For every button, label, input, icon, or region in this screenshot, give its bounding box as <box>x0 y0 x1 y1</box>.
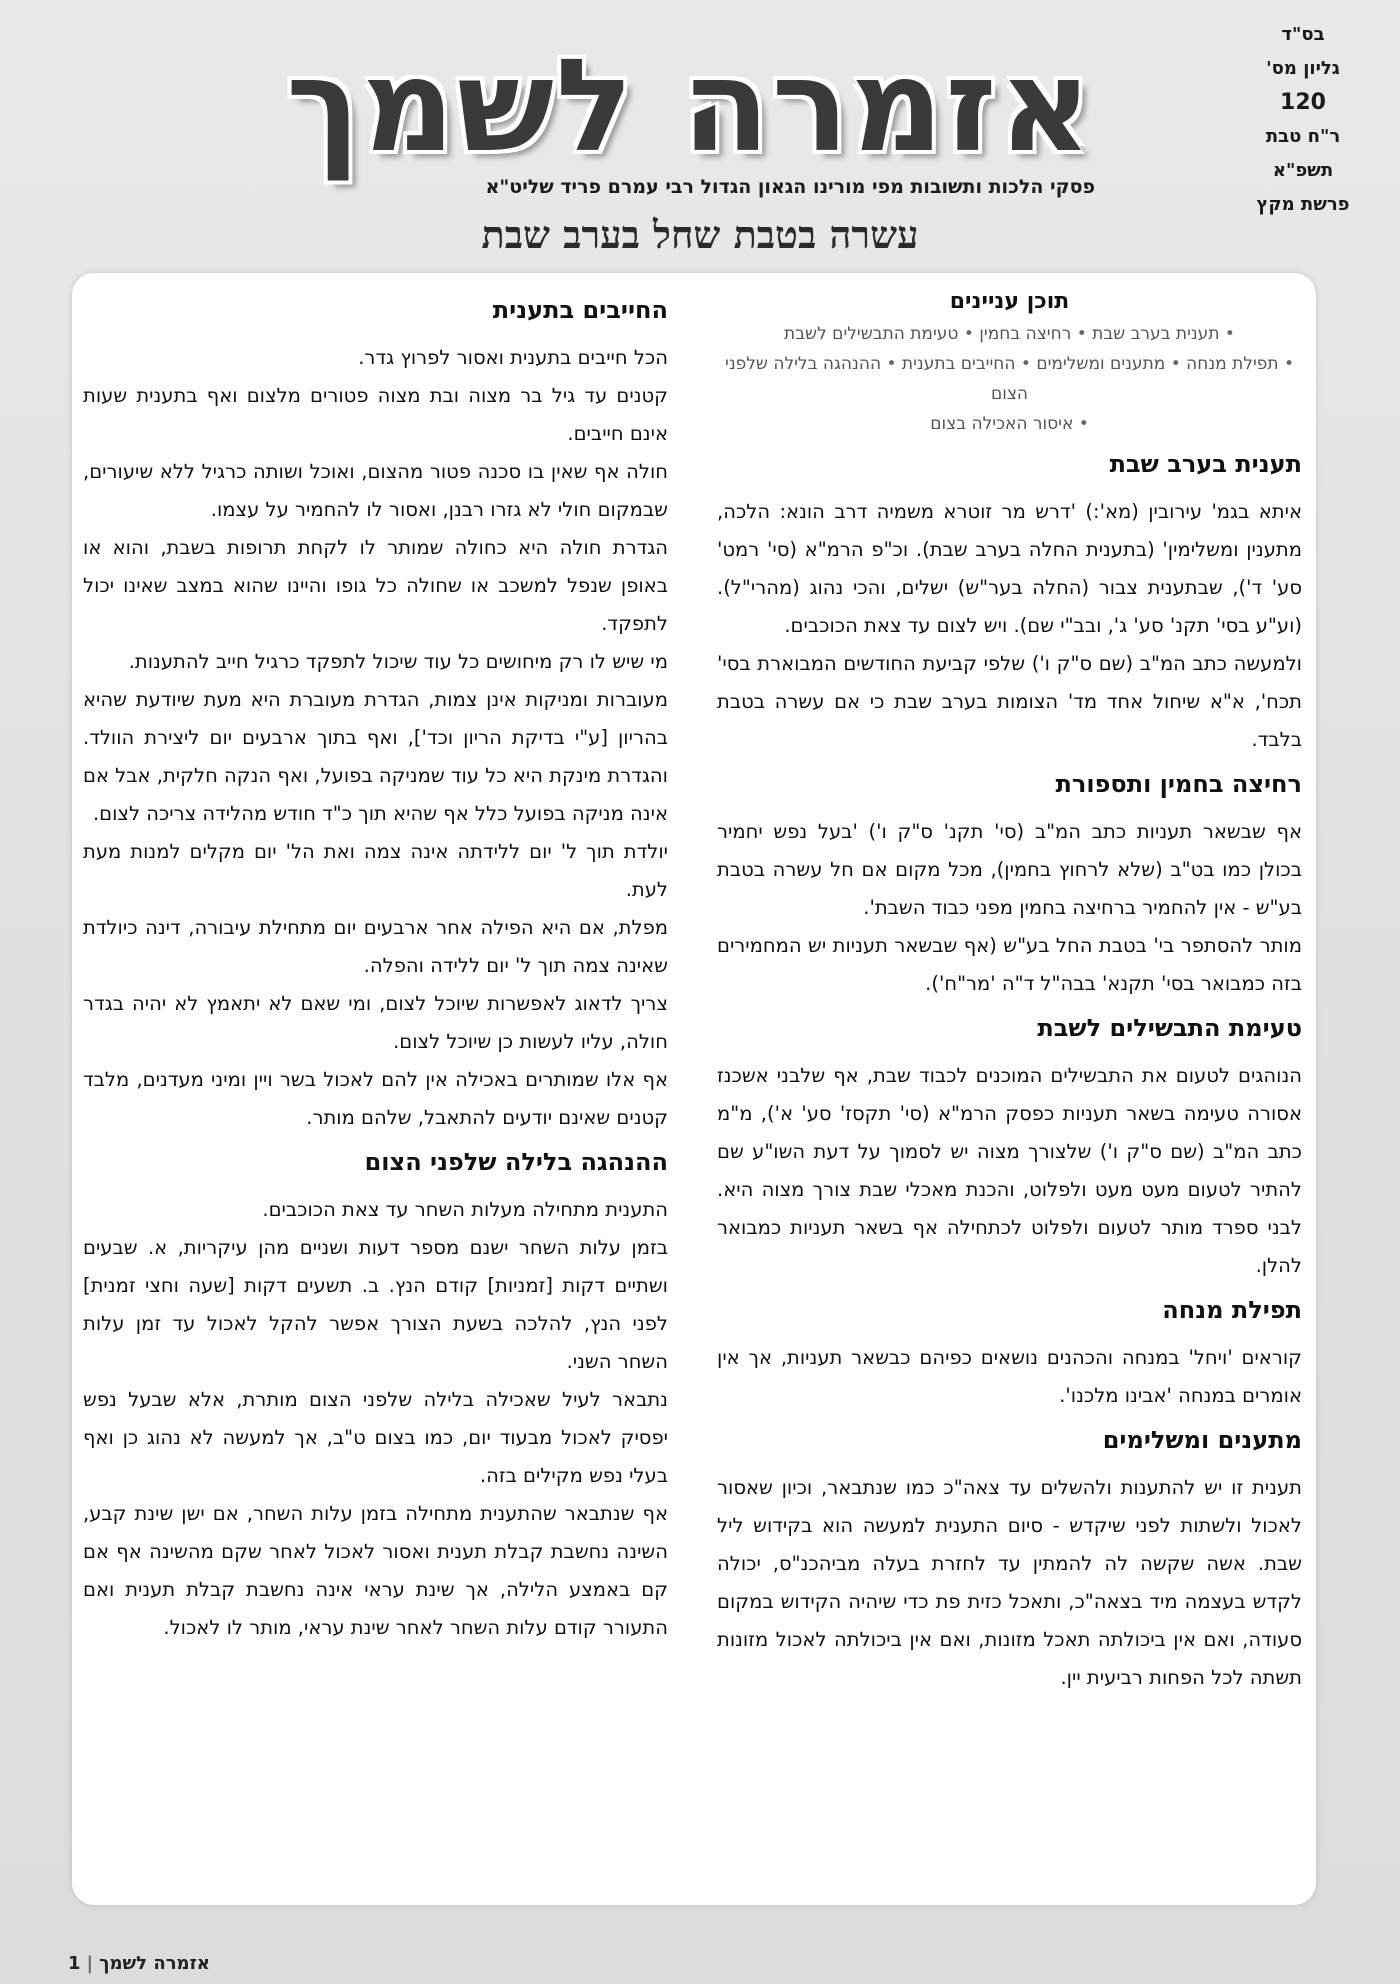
content-box <box>72 273 1316 1905</box>
paragraph: מפלת, אם היא הפילה אחר ארבעים יום מתחילת עיבורה, דינה כיולדת שאינה צמה תוך ל' יום ללידה והפלה. <box>83 916 668 977</box>
paragraph: מעוברות ומניקות אינן צמות, הגדרת מעוברת היא מעת שיודעת שהיא בהריון [ע"י בדיקת הריון וכד'], ואף בתוך ארבעים יום ליצירת הוולד. והגדרת מינקת היא כל עוד שמניקה בפועל, ואף הנקה חלקית, אבל אם אינה מניקה בפועל כלל אף שהיא תוך כ"ד חודש מהלידה צריכה לצום. <box>83 688 668 825</box>
toc-item[interactable]: • מתענים ומשלימים <box>1031 354 1181 374</box>
footer-title: אזמרה לשמך <box>99 1953 210 1974</box>
paragraph: איתא בגמ' עירובין (מא':) 'דרש מר זוטרא משמיה דרב הונא: הלכה, מתענין ומשלימין' (בתענית החלה בערב שבת). וכ"פ הרמ"א (סי' רמט' סע' ד'), שבתענית צבור (החלה בער"ש) ישלים, והכי נהוג (מהרי"ל). (וע"ע בסי' תקנ' סע' ג', ובב"י שם). ויש לצום עד צאת הכוכבים. <box>717 500 1302 637</box>
toc-item[interactable]: • החייבים בתענית <box>897 354 1031 374</box>
section-heading-bathing: רחיצה בחמין ותספורת <box>1055 770 1302 798</box>
paragraph: יולדת תוך ל' יום ללידתה אינה צמה ואת הל' יום מקלים למנות מעת לעת. <box>83 840 668 901</box>
paragraph: התענית מתחילה מעלות השחר עד צאת הכוכבים. <box>262 1198 668 1221</box>
footer-separator: | <box>86 1953 94 1974</box>
paragraph: צריך לדאוג לאפשרות שיוכל לצום, ומי שאם לא יתאמץ לא יהיה בגדר חולה, עליו לעשות כן שיוכל לצום. <box>83 992 668 1053</box>
toc-item[interactable]: • ההנהגה בלילה שלפני הצום <box>725 354 1028 404</box>
toc-item[interactable]: • תענית בערב שבת <box>1087 324 1235 344</box>
section-heading-night-before: ההנהגה בלילה שלפני הצום <box>364 1148 668 1176</box>
paragraph: הכל חייבים בתענית ואסור לפרוץ גדר. <box>358 346 668 369</box>
paragraph: אף שנתבאר שהתענית מתחילה בזמן עלות השחר, אם ישן שינת קבע, השינה נחשבת קבלת תענית ואסור לאכול לאחר שקם מהשינה אף אם קם באמצע הלילה, אך שינת עראי אינה נחשבת קבלת תענית ואם התעורר קודם עלות השחר לאחר שינת עראי, מותר לו לאכול. <box>83 1502 668 1639</box>
toc-item[interactable]: • תפילת מנחה <box>1181 354 1294 374</box>
paragraph: הגדרת חולה היא כחולה שמותר לו לקחת תרופות בשבת, והוא או באופן שנפל למשכב או שחולה כל גופו והיינו שהוא במצב שאינו יכול לתפקד. <box>83 536 668 635</box>
masthead-subtitle: פסקי הלכות ותשובות מפי מורינו הגאון הגדול רבי עמרם פריד שליט"א <box>485 176 1095 198</box>
paragraph: הנוהגים לטעום את התבשילים המוכנים לכבוד שבת, אף שלבני אשכנז אסורה טעימה בשאר תעניות כפסק הרמ"א (סי' תקסז' סע' א'), מ"מ כתב המ"ב (שם ס"ק ו') שלצורך מצוה יש לסמוך על דעת השו"ע שם להתיר לטעום מעט מעט ולפלוט, והכנת מאכלי שבת צורך מצוה היא. לבני ספרד מותר לטעום ולפלוט לכתחילה אף בשאר תעניות כמבואר להלן. <box>717 1064 1302 1277</box>
toc-item[interactable]: • איסור האכילה בצום <box>930 414 1089 434</box>
paragraph: בזמן עלות השחר ישנם מספר דעות ושניים מהן עיקריות, א. שבעים ושתיים דקות [זמניות] קודם הנץ. ב. תשעים דקות [שעה וחצי זמנית] לפני הנץ, להלכה בשעת הצורך אפשר להקל לאכול עד זמן עלות השחר השני. <box>83 1236 668 1373</box>
paragraph: תענית זו יש להתענות ולהשלים עד צאה"כ כמו שנתבאר, וכיון שאסור לאכול ולשתות לפני שיקדש - סיום התענית למעשה הוא בקידוש ליל שבת. אשה שקשה לה להמתין עד לחזרת בעלה מביהכנ"ס, יכולה לקדש בעצמה מיד בצאה"כ, ותאכל כזית פת כדי שיהיה הקידוש במקום סעודה, ואם אין ביכולתה תאכל מזונות, ואם אין ביכולתה לאכול מזונות תשתה לכל הפחות רביעית יין. <box>717 1476 1302 1689</box>
paragraph: חולה אף שאין בו סכנה פטור מהצום, ואוכל ושותה כרגיל ללא שיעורים, שבמקום חולי לא גזרו רבנן, ואסור לו להחמיר על עצמו. <box>83 460 668 521</box>
paragraph: ולמעשה כתב המ"ב (שם ס"ק ו') שלפי קביעת החודשים המבוארת בסי' תכח', א"א שיחול אחד מד' הצומות בערב שבת כי אם עשרה בטבת בלבד. <box>717 652 1302 751</box>
section-heading-fast-on-friday: תענית בערב שבת <box>1109 450 1302 478</box>
paragraph: קוראים 'ויחל' במנחה והכהנים נושאים כפיהם כבשאר תעניות, אך אין אומרים במנחה 'אבינו מלכנו'. <box>717 1346 1302 1407</box>
bsd-mark: בס"ד <box>1281 24 1325 45</box>
section-heading-completing-fast: מתענים ומשלימים <box>1102 1426 1302 1454</box>
paragraph: נתבאר לעיל שאכילה בלילה שלפני הצום מותרת, אלא שבעל נפש יפסיק לאכול מבעוד יום, כמו בצום ט"ב, אך למעשה לא נהוג כן ואף בעלי נפש מקילים בזה. <box>83 1388 668 1487</box>
toc-item[interactable]: • טעימת התבשילים לשבת <box>784 324 974 344</box>
section-heading-mincha: תפילת מנחה <box>1162 1296 1302 1324</box>
issue-label: גליון מס' <box>1266 58 1340 79</box>
toc-title: תוכן עניינים <box>949 289 1070 314</box>
section-heading-tasting: טעימת התבשילים לשבת <box>1037 1014 1302 1042</box>
paragraph: מי שיש לו רק מיחושים כל עוד שיכול לתפקד כרגיל חייב להתענות. <box>128 650 668 673</box>
paragraph: אף שבשאר תעניות כתב המ"ב (סי' תקנ' ס"ק ו') 'בעל נפש יחמיר בכולן כמו בט"ב (שלא לרחוץ בחמין), מכל מקום אם חל עשרה בטבת בע"ש - אין להחמיר ברחיצה בחמין מפני כבוד השבת'. <box>717 820 1302 919</box>
right-column <box>717 285 1302 1697</box>
paragraph: אף אלו שמותרים באכילה אין להם לאכול בשר ויין ומיני מעדנים, מלבד קטנים שאינם יודעים להתאבל, שלהם מותר. <box>83 1068 668 1129</box>
parasha-name: פרשת מקץ <box>1256 194 1350 215</box>
section-heading-obligated: החייבים בתענית <box>492 296 668 324</box>
toc-item[interactable]: • רחיצה בחמין <box>974 324 1087 344</box>
page-footer <box>68 1953 210 1974</box>
issue-date: ר"ח טבת תשפ"א <box>1265 126 1341 181</box>
page-headline: עשרה בטבת שחל בערב שבת <box>481 212 919 257</box>
paragraph: מותר להסתפר בי' בטבת החל בע"ש (אף שבשאר תעניות יש המחמירים בזה כמבואר בסי' תקנא' בבה"ל ד"ה 'מר"ח'). <box>717 934 1302 995</box>
masthead-title: אזמרה לשמך <box>286 32 1094 181</box>
paragraph: קטנים עד גיל בר מצוה ובת מצוה פטורים מלצום ואף בתענית שעות אינם חייבים. <box>83 384 668 445</box>
toc-list <box>717 319 1302 439</box>
masthead <box>240 32 1140 182</box>
issue-info <box>1238 18 1368 222</box>
page-number: 1 <box>68 1953 81 1974</box>
issue-number: 120 <box>1280 90 1326 115</box>
left-column <box>83 285 668 1647</box>
